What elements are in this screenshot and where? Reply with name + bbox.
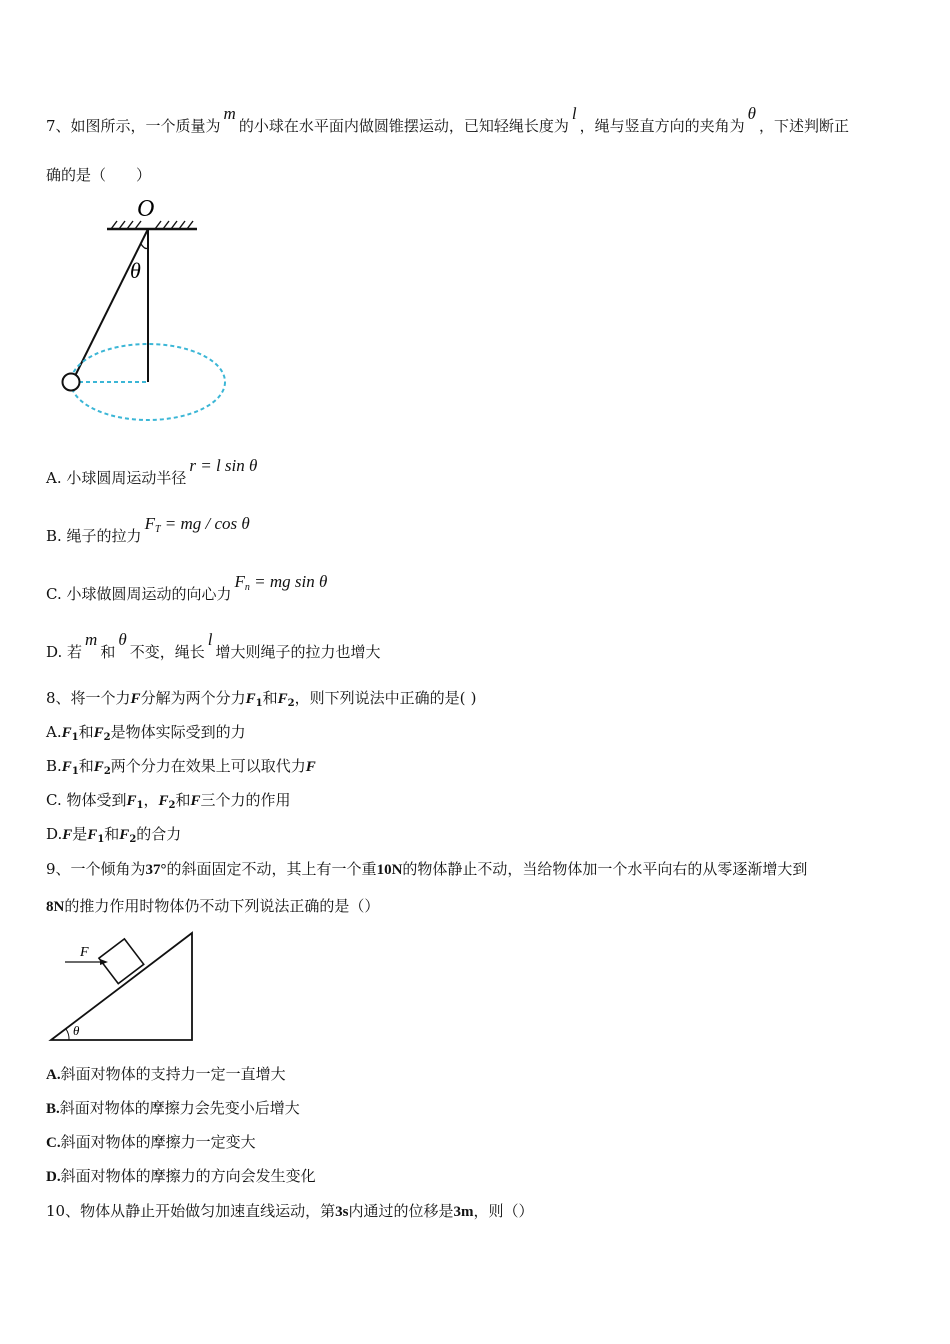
- q9-option-b: B.斜面对物体的摩擦力会先变小后增大: [46, 1099, 300, 1117]
- q7-stem-line1: 7、如图所示，一个质量为m的小球在水平面内做圆锥摆运动，已知轻绳长度为l，绳与竖直方向的夹角为θ，下述判断正: [46, 104, 849, 135]
- q9-stem-line2: 8N的推力作用时物体仍不动下列说法正确的是（）: [46, 897, 380, 915]
- q8-option-b: $B.F_1$和$F_2$两个分力在效果上可以取代力F: [46, 757, 316, 777]
- q9-option-d: D.斜面对物体的摩擦力的方向会发生变化: [46, 1167, 316, 1185]
- q9-option-c: C.斜面对物体的摩擦力一定变大: [46, 1133, 256, 1151]
- angle-label-theta: θ: [130, 258, 141, 283]
- q10-stem: 10、物体从静止开始做匀加速直线运动，第3s内通过的位移是3m，则（）: [46, 1202, 534, 1220]
- angle-label-theta: θ: [73, 1023, 80, 1038]
- q8-option-c: C. 物体受到$F_1$，$F_2$和F三个力的作用: [46, 791, 291, 811]
- q8-stem: 8、将一个力F分解为两个分力$F_1$和$F_2$，则下列说法中正确的是( ): [46, 689, 477, 709]
- incline-figure: [48, 928, 198, 1044]
- q7-option-d: D. 若m和θ不变，绳长l增大则绳子的拉力也增大: [46, 630, 381, 661]
- q7-option-b: B. 绳子的拉力$F_T$ = mg / cos θ: [46, 514, 250, 545]
- q7-option-a: A. 小球圆周运动半径r = l sin θ: [46, 456, 258, 487]
- q9-option-a: A.斜面对物体的支持力一定一直增大: [46, 1065, 286, 1083]
- q8-option-d: D.F是$F_1$和$F_2$的合力: [46, 825, 182, 845]
- var-m: m: [223, 104, 236, 123]
- ball: [63, 374, 80, 391]
- var-l: l: [571, 104, 577, 123]
- force-label-f: F: [80, 945, 89, 960]
- q7-option-c: C. 小球做圆周运动的向心力$F_n$ = mg sin θ: [46, 572, 328, 603]
- var-theta: θ: [747, 104, 756, 123]
- conical-pendulum-figure: [55, 192, 245, 427]
- q9-stem-line1: 9、一个倾角为37°的斜面固定不动，其上有一个重10N的物体静止不动，当给物体加一个水平向右的从零逐渐增大到: [46, 860, 808, 878]
- q8-option-a: $A.F_1$和$F_2$是物体实际受到的力: [46, 723, 246, 743]
- pivot-label-o: O: [137, 196, 155, 222]
- q7-stem-line2: 确的是（ ）: [46, 166, 152, 184]
